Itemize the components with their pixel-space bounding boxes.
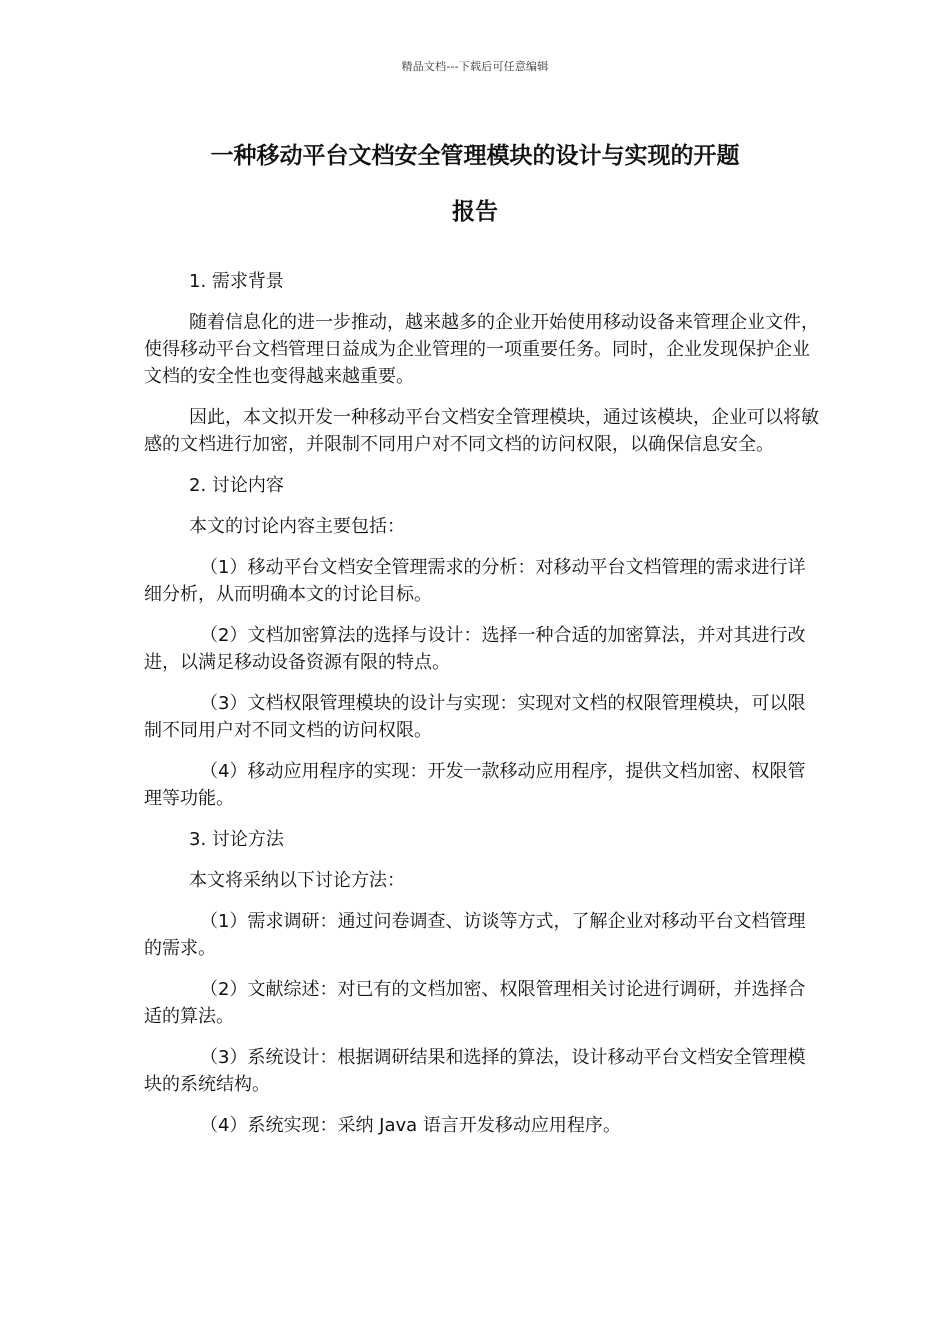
paragraph: 随着信息化的进一步推动，越来越多的企业开始使用移动设备来管理企业文件，使得移动平台文档管理日益成为企业管理的一项重要任务。同时，企业发现保护企业文档的安全性也变得越来越重要。 — [144, 312, 819, 387]
title-line-1: 一种移动平台文档安全管理模块的设计与实现的开题 — [210, 143, 740, 169]
list-item: （2）文档加密算法的选择与设计：选择一种合适的加密算法，并对其进行改进，以满足移动设备资源有限的特点。 — [144, 625, 806, 673]
list-item: （3）文档权限管理模块的设计与实现：实现对文档的权限管理模块，可以限制不同用户对不同文档的访问权限。 — [144, 693, 806, 741]
list-item: （2）文献综述：对已有的文档加密、权限管理相关讨论进行调研，并选择合适的算法。 — [144, 979, 806, 1027]
list-item: （1）移动平台文档安全管理需求的分析：对移动平台文档管理的需求进行详细分析，从而明确本文的讨论目标。 — [144, 557, 806, 605]
title-line-2: 报告 — [452, 199, 498, 225]
list-item: （4）系统实现：采纳 Java 语言开发移动应用程序。 — [200, 1115, 621, 1136]
page-header: 精品文档---下载后可任意编辑 — [401, 60, 549, 73]
section-heading-1: 1. 需求背景 — [189, 271, 284, 292]
document-title — [130, 128, 820, 240]
section-heading-2: 2. 讨论内容 — [189, 475, 284, 496]
paragraph: 本文的讨论内容主要包括： — [189, 516, 405, 537]
list-item: （3）系统设计：根据调研结果和选择的算法，设计移动平台文档安全管理模块的系统结构。 — [144, 1047, 806, 1095]
paragraph: 本文将采纳以下讨论方法： — [189, 870, 405, 891]
document-body — [144, 268, 820, 1153]
list-item: （4）移动应用程序的实现：开发一款移动应用程序，提供文档加密、权限管理等功能。 — [144, 761, 806, 809]
list-item: （1）需求调研：通过问卷调查、访谈等方式，了解企业对移动平台文档管理的需求。 — [144, 911, 806, 959]
section-heading-3: 3. 讨论方法 — [189, 829, 284, 850]
paragraph: 因此，本文拟开发一种移动平台文档安全管理模块，通过该模块，企业可以将敏感的文档进行加密，并限制不同用户对不同文档的访问权限，以确保信息安全。 — [144, 407, 819, 455]
